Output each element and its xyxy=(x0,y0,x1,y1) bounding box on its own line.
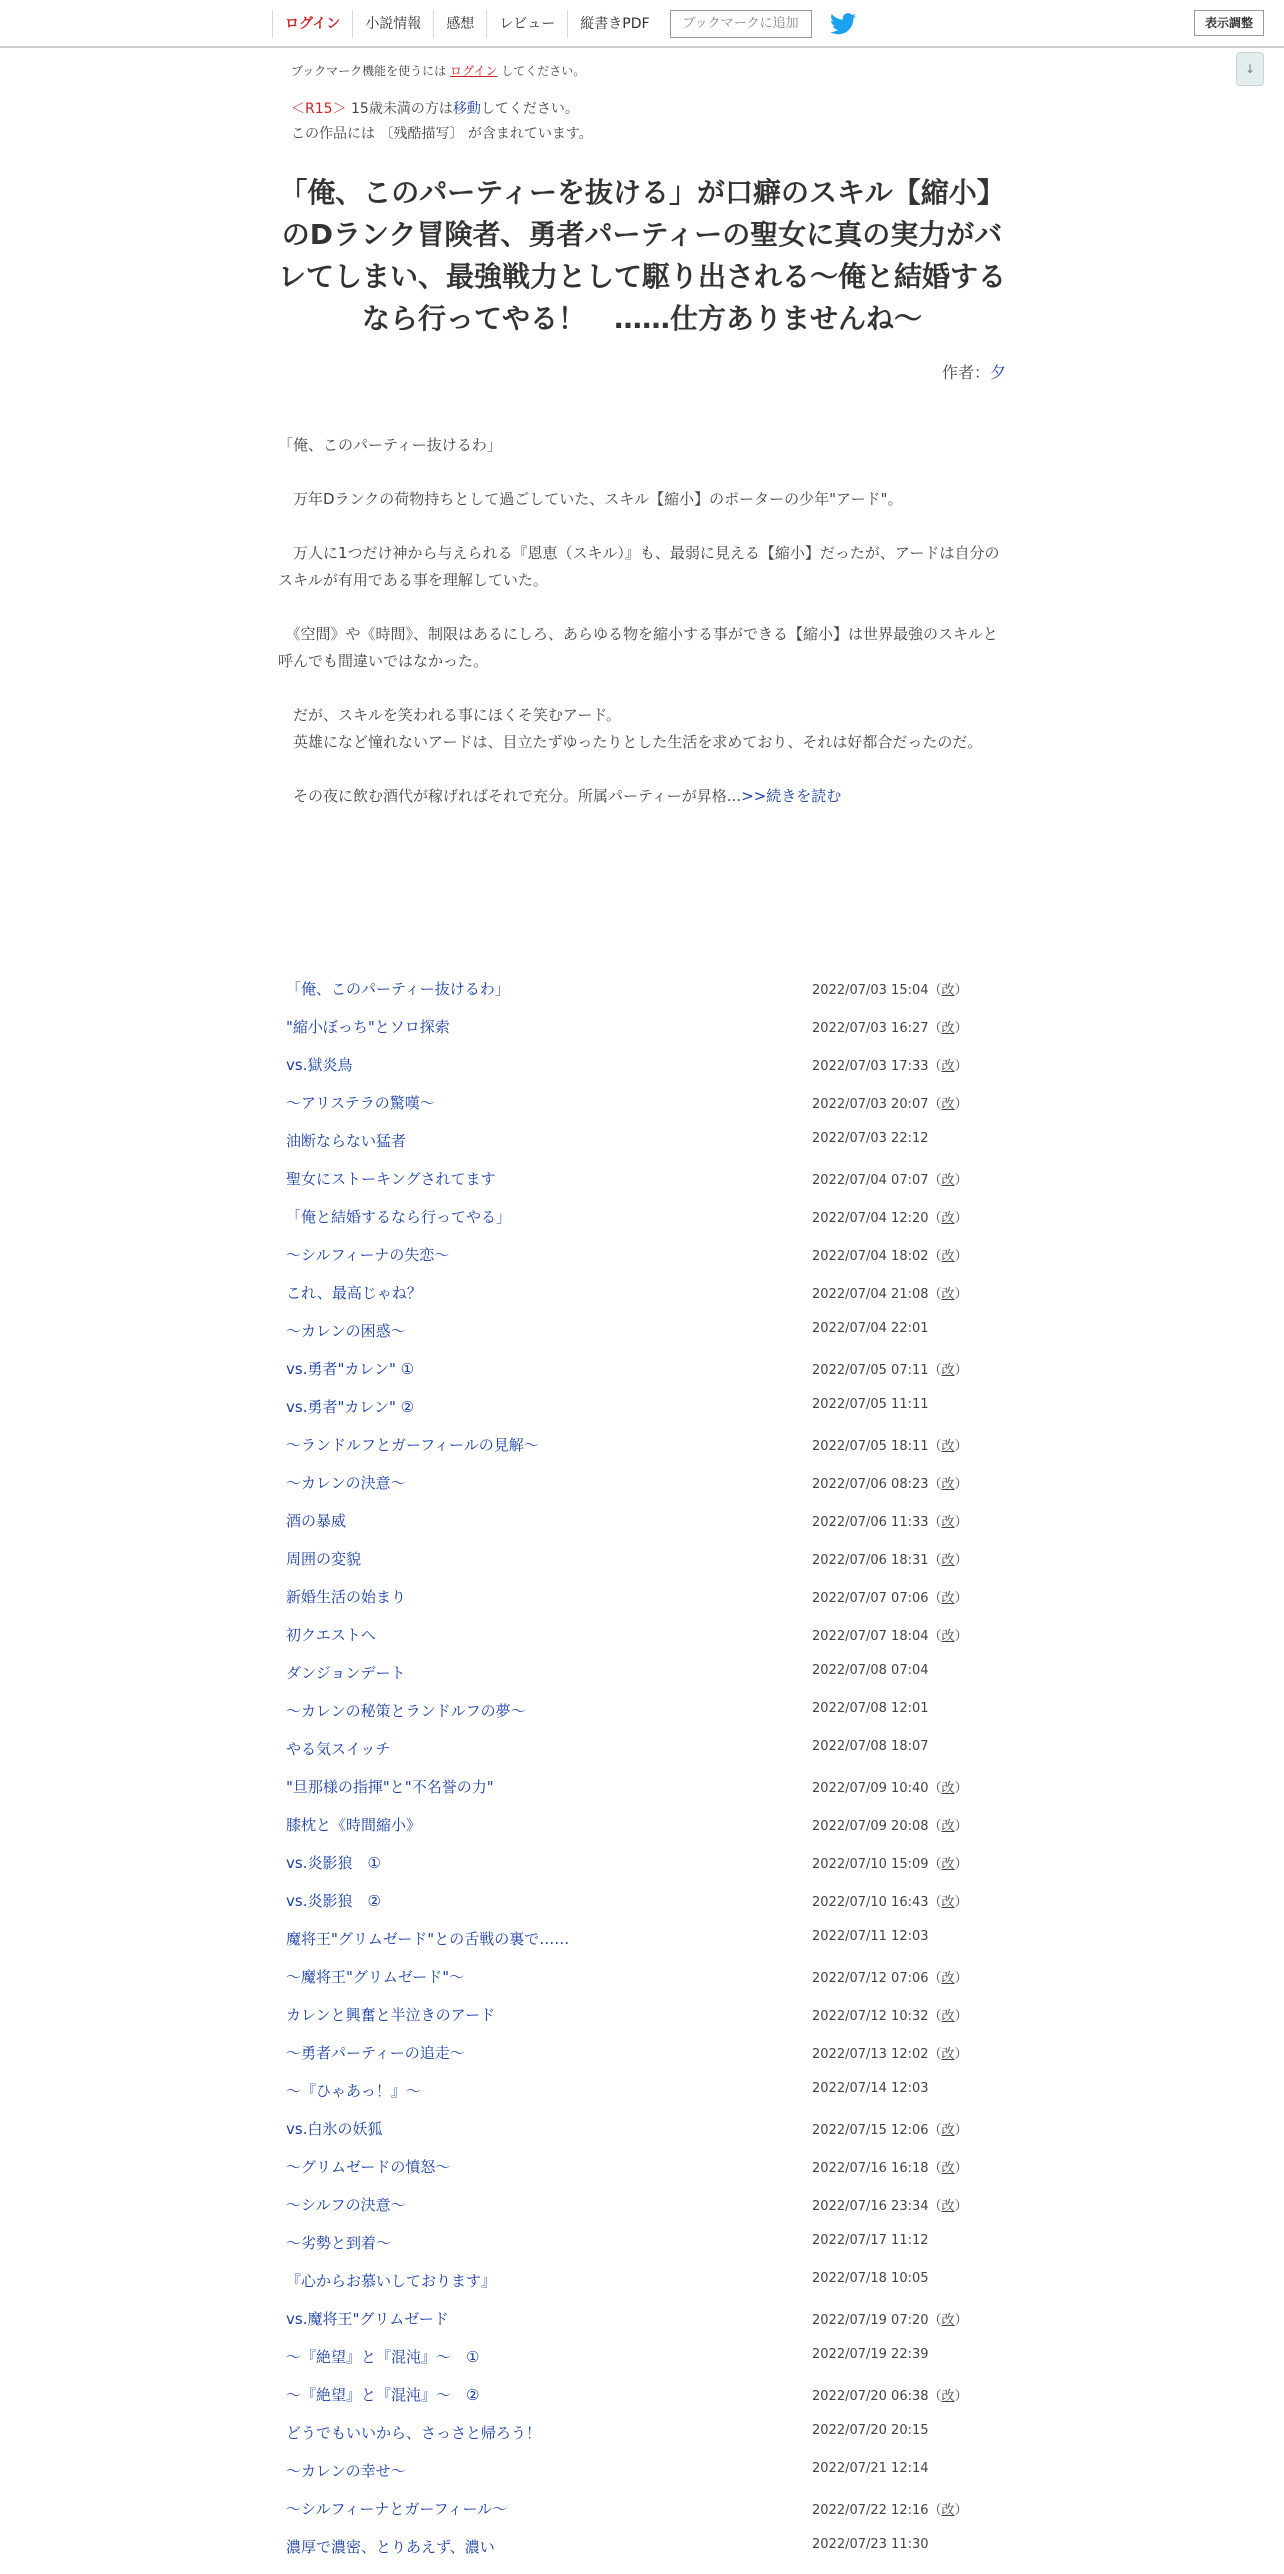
chapter-date: 2022/07/13 12:02（改） xyxy=(812,2047,968,2062)
chapter-row xyxy=(286,1548,1006,1586)
chapter-date-text: 2022/07/12 10:32 xyxy=(812,2009,929,2024)
chapter-date-text: 2022/07/12 07:06 xyxy=(812,1971,929,1986)
chapter-date-text: 2022/07/17 11:12 xyxy=(812,2233,929,2248)
chapter-row xyxy=(286,2536,1006,2574)
synopsis-paragraph-last xyxy=(278,783,1008,810)
chapter-row xyxy=(286,2346,1006,2384)
bookmark-notice-suffix: してください。 xyxy=(501,64,586,78)
chapter-date-text: 2022/07/09 10:40 xyxy=(812,1781,929,1796)
display-settings-button[interactable]: 表示調整 xyxy=(1194,10,1264,36)
chapter-date-text: 2022/07/11 12:03 xyxy=(812,1929,929,1944)
chapter-date xyxy=(812,1701,929,1716)
novel-title: 「俺、このパーティーを抜ける」が口癖のスキル【縮小】のDランク冒険者、勇者パーティーの聖女に真の実力がバレてしまい、最強戦力として駆り出される〜俺と結婚するなら行ってやる！ ……仕方ありませんね〜 xyxy=(277,176,1006,335)
nav-novel-info[interactable]: 小説情報 xyxy=(352,10,433,38)
r15-notice xyxy=(291,98,579,118)
chapter-row xyxy=(286,1662,1006,1700)
chapter-revised-link[interactable]: 改 xyxy=(941,1553,955,1568)
nav-login[interactable]: ログイン xyxy=(272,10,352,38)
chapter-title-link[interactable]: 魔将王"グリムゼード"との舌戦の裏で…… xyxy=(286,1930,570,1948)
read-more-link[interactable]: >>続きを読む xyxy=(741,787,842,805)
chapter-row xyxy=(286,1472,1006,1510)
synopsis-paragraph: だが、スキルを笑われる事にほくそ笑むアード。 英雄になど憧れないアードは、目立たずゆったりとした生活を求めており、それは好都合だったのだ。 xyxy=(293,706,983,751)
chapter-date: 2022/07/05 07:11（改） xyxy=(812,1363,968,1378)
nav-review[interactable]: レビュー xyxy=(486,10,567,38)
chapter-date: 2022/07/09 10:40（改） xyxy=(812,1781,968,1796)
chapter-revised-link[interactable]: 改 xyxy=(941,2161,955,2176)
chapter-row xyxy=(286,1586,1006,1624)
chapter-title-link[interactable]: やる気スイッチ xyxy=(286,1740,391,1758)
chapter-revised-link[interactable]: 改 xyxy=(941,1287,955,1302)
chapter-row xyxy=(286,1054,1006,1092)
chapter-row xyxy=(286,2194,1006,2232)
chapter-revised-link[interactable]: 改 xyxy=(941,1477,955,1492)
chapter-revised-link[interactable]: 改 xyxy=(941,983,955,998)
chapter-title-link[interactable]: 油断ならない猛者 xyxy=(286,1132,407,1150)
chapter-date-text: 2022/07/08 07:04 xyxy=(812,1663,929,1678)
chapter-date: 2022/07/03 20:07（改） xyxy=(812,1097,968,1112)
chapter-date: 2022/07/06 18:31（改） xyxy=(812,1553,968,1568)
chapter-title-link[interactable]: 『心からお慕いしております』 xyxy=(286,2272,497,2290)
chapter-title-link[interactable]: vs.勇者"カレン" ① xyxy=(286,1360,415,1378)
chapter-date xyxy=(812,1397,929,1412)
chapter-row xyxy=(286,1282,1006,1320)
chapter-date-text: 2022/07/03 16:27 xyxy=(812,1021,929,1036)
r15-text-end: してください。 xyxy=(480,101,579,117)
chapter-date xyxy=(812,2233,929,2248)
chapter-row xyxy=(286,2460,1006,2498)
chapter-row xyxy=(286,1776,1006,1814)
chapter-title-link[interactable]: vs.白氷の妖狐 xyxy=(286,2120,383,2138)
author-link[interactable]: 夕 xyxy=(989,363,1006,382)
chapter-row xyxy=(286,2384,1006,2422)
chapter-revised-link[interactable]: 改 xyxy=(941,1515,955,1530)
synopsis-paragraph: 《空間》や《時間》、制限はあるにしろ、あらゆる物を縮小する事ができる【縮小】は世界最強のスキルと呼んでも間違いではなかった。 xyxy=(278,625,998,670)
chapter-date-text: 2022/07/16 16:18 xyxy=(812,2161,929,2176)
chapter-title-link[interactable]: vs.炎影狼 ② xyxy=(286,1892,381,1910)
chapter-date-text: 2022/07/20 06:38 xyxy=(812,2389,929,2404)
chapter-date-text: 2022/07/06 08:23 xyxy=(812,1477,929,1492)
chapter-revised-link[interactable]: 改 xyxy=(941,2313,955,2328)
bookmark-notice-prefix: ブックマーク機能を使うには xyxy=(291,64,447,78)
chapter-date: 2022/07/16 23:34（改） xyxy=(812,2199,968,2214)
chapter-revised-link[interactable]: 改 xyxy=(941,1249,955,1264)
chapter-title-link[interactable]: 〜『絶望』と『混沌』〜 ① xyxy=(286,2348,480,2366)
chapter-title-link[interactable]: 〜シルフィーナとガーフィール〜 xyxy=(286,2500,508,2518)
chapter-date: 2022/07/03 17:33（改） xyxy=(812,1059,968,1074)
bookmark-login-link[interactable]: ログイン xyxy=(450,64,498,78)
chapter-date xyxy=(812,2271,929,2286)
chapter-row xyxy=(286,1016,1006,1054)
chapter-date-text: 2022/07/13 12:02 xyxy=(812,2047,929,2062)
chapter-revised-link[interactable]: 改 xyxy=(941,1971,955,1986)
chapter-title-link[interactable]: 聖女にストーキングされてます xyxy=(286,1170,496,1188)
chapter-title-link[interactable]: 「俺、このパーティー抜けるわ」 xyxy=(286,980,510,998)
chapter-date-text: 2022/07/21 12:14 xyxy=(812,2461,929,2476)
chapter-date-text: 2022/07/19 07:20 xyxy=(812,2313,929,2328)
chapter-title-link[interactable]: 〜カレンの決意〜 xyxy=(286,1474,406,1492)
chapter-date: 2022/07/04 12:20（改） xyxy=(812,1211,968,1226)
chapter-date-text: 2022/07/15 12:06 xyxy=(812,2123,929,2138)
chapter-date-text: 2022/07/16 23:34 xyxy=(812,2199,929,2214)
chapter-row xyxy=(286,1168,1006,1206)
chapter-date-text: 2022/07/18 10:05 xyxy=(812,2271,929,2286)
chapter-title-link[interactable]: 〜ランドルフとガーフィールの見解〜 xyxy=(286,1436,539,1454)
chapter-date xyxy=(812,2347,929,2362)
chapter-date: 2022/07/04 18:02（改） xyxy=(812,1249,968,1264)
chapter-row xyxy=(286,1130,1006,1168)
chapter-date-text: 2022/07/08 18:07 xyxy=(812,1739,929,1754)
chapter-title-link[interactable]: vs.勇者"カレン" ② xyxy=(286,1398,415,1416)
chapter-title-link[interactable]: 〜アリステラの驚嘆〜 xyxy=(286,1094,435,1112)
chapter-title-link[interactable]: vs.炎影狼 ① xyxy=(286,1854,381,1872)
synopsis-text: その夜に飲む酒代が稼げればそれで充分。所属パーティーが昇格... xyxy=(278,787,742,805)
chapter-date xyxy=(812,1131,929,1146)
chapter-title-link[interactable]: 〜カレンの幸せ〜 xyxy=(286,2462,406,2480)
synopsis-paragraph: 万人に1つだけ神から与えられる『恩恵（スキル）』も、最弱に見える【縮小】だったが、アードは自分のスキルが有用である事を理解していた。 xyxy=(278,544,1000,589)
chapter-date-text: 2022/07/10 15:09 xyxy=(812,1857,929,1872)
chapter-revised-link[interactable]: 改 xyxy=(941,1629,955,1644)
chapter-date-text: 2022/07/04 21:08 xyxy=(812,1287,929,1302)
chapter-date-text: 2022/07/06 18:31 xyxy=(812,1553,929,1568)
chapter-row xyxy=(286,1320,1006,1358)
chapter-date xyxy=(812,1321,929,1336)
chapter-row xyxy=(286,2498,1006,2536)
chapter-row xyxy=(286,1700,1006,1738)
chapter-row xyxy=(286,2270,1006,2308)
chapter-date: 2022/07/06 11:33（改） xyxy=(812,1515,968,1530)
chapter-date-text: 2022/07/06 11:33 xyxy=(812,1515,929,1530)
chapter-date: 2022/07/07 18:04（改） xyxy=(812,1629,968,1644)
nav-impressions[interactable]: 感想 xyxy=(433,10,486,38)
chapter-date-text: 2022/07/03 22:12 xyxy=(812,1131,929,1146)
synopsis-paragraph: 「俺、このパーティー抜けるわ」 xyxy=(278,436,502,454)
chapter-title-link[interactable]: "縮小ぼっち"とソロ探索 xyxy=(286,1018,450,1036)
chapter-title-link[interactable]: 初クエストへ xyxy=(286,1626,376,1644)
chapter-revised-link[interactable]: 改 xyxy=(941,1857,955,1872)
chapter-title-link[interactable]: 〜『絶望』と『混沌』〜 ② xyxy=(286,2386,480,2404)
chapter-date: 2022/07/03 15:04（改） xyxy=(812,983,968,998)
chapter-row xyxy=(286,1814,1006,1852)
synopsis xyxy=(278,432,1008,837)
chapter-revised-link[interactable]: 改 xyxy=(941,2009,955,2024)
chapter-title-link[interactable]: vs.獄炎鳥 xyxy=(286,1056,353,1074)
chapter-date: 2022/07/22 12:16（改） xyxy=(812,2503,968,2518)
chapter-revised-link[interactable]: 改 xyxy=(941,2199,955,2214)
content-warning: この作品には 〔残酷描写〕 が含まれています。 xyxy=(291,126,593,142)
chapter-revised-link[interactable]: 改 xyxy=(941,1021,955,1036)
chapter-revised-link[interactable]: 改 xyxy=(941,1211,955,1226)
chapter-date-text: 2022/07/14 12:03 xyxy=(812,2081,929,2096)
chapter-title-link[interactable]: 新婚生活の始まり xyxy=(286,1588,407,1606)
author-line xyxy=(942,360,1006,383)
chapter-title-link[interactable]: vs.魔将王"グリムゼード xyxy=(286,2310,449,2328)
chapter-title-link[interactable]: 周囲の変貌 xyxy=(286,1550,362,1568)
chapter-title-link[interactable]: 「俺と結婚するなら行ってやる」 xyxy=(286,1208,512,1226)
chapter-row xyxy=(286,978,1006,1016)
twitter-icon[interactable] xyxy=(830,13,856,35)
chapter-row xyxy=(286,1928,1006,1966)
chapter-row xyxy=(286,2232,1006,2270)
chapter-date-text: 2022/07/20 20:15 xyxy=(812,2423,929,2438)
chapter-title-link[interactable]: 膝枕と《時間縮小》 xyxy=(286,1816,422,1834)
chapter-row xyxy=(286,2422,1006,2460)
chapter-revised-link[interactable]: 改 xyxy=(941,2123,955,2138)
chapter-revised-link[interactable]: 改 xyxy=(941,1591,955,1606)
chapter-date xyxy=(812,2081,929,2096)
chapter-date-text: 2022/07/07 18:04 xyxy=(812,1629,929,1644)
chapter-date-text: 2022/07/04 12:20 xyxy=(812,1211,929,1226)
chapter-date xyxy=(812,2461,929,2476)
chapter-date: 2022/07/20 06:38（改） xyxy=(812,2389,968,2404)
chapter-revised-link[interactable]: 改 xyxy=(941,1173,955,1188)
add-bookmark-button[interactable]: ブックマークに追加 xyxy=(670,10,812,38)
chapter-date: 2022/07/15 12:06（改） xyxy=(812,2123,968,2138)
chapter-title-link[interactable]: "旦那様の指揮"と"不名誉の力" xyxy=(286,1778,494,1796)
chapter-title-link[interactable]: 〜シルフの決意〜 xyxy=(286,2196,406,2214)
chapter-title-link[interactable]: カレンと興奮と半泣きのアード xyxy=(286,2006,496,2024)
author-label: 作者： xyxy=(941,363,990,382)
chapter-date-text: 2022/07/23 11:30 xyxy=(812,2537,929,2552)
chapter-date: 2022/07/16 16:18（改） xyxy=(812,2161,968,2176)
chapter-row xyxy=(286,2004,1006,2042)
chapter-revised-link[interactable]: 改 xyxy=(941,2047,955,2062)
chapter-title-link[interactable]: 〜劣勢と到着〜 xyxy=(286,2234,392,2252)
chapter-revised-link[interactable]: 改 xyxy=(941,2389,955,2404)
chapter-date: 2022/07/10 16:43（改） xyxy=(812,1895,968,1910)
chapter-date-text: 2022/07/03 17:33 xyxy=(812,1059,929,1074)
top-nav xyxy=(272,10,856,38)
chapter-title-link[interactable]: 〜カレンの秘策とランドルフの夢〜 xyxy=(286,1702,526,1720)
chapter-title-link[interactable]: 濃厚で濃密、とりあえず、濃い xyxy=(286,2538,495,2556)
chapter-row xyxy=(286,2080,1006,2118)
chapter-revised-link[interactable]: 改 xyxy=(941,1363,955,1378)
r15-tag: ＜R15＞ xyxy=(291,101,347,117)
chapter-title-link[interactable]: 〜魔将王"グリムゼード"〜 xyxy=(286,1968,465,1986)
chapter-row xyxy=(286,1206,1006,1244)
chapter-date-text: 2022/07/19 22:39 xyxy=(812,2347,929,2362)
synopsis-paragraph: 万年Dランクの荷物持ちとして過ごしていた、スキル【縮小】のポーターの少年"アード"。 xyxy=(278,490,903,508)
chapter-title-link[interactable]: 〜『ひゃあっ！』〜 xyxy=(286,2082,421,2100)
chapter-row xyxy=(286,1434,1006,1472)
chapter-row xyxy=(286,1890,1006,1928)
chapter-date: 2022/07/03 16:27（改） xyxy=(812,1021,968,1036)
chapter-date-text: 2022/07/03 15:04 xyxy=(812,983,929,998)
chapter-date xyxy=(812,1663,929,1678)
chapter-revised-link[interactable]: 改 xyxy=(941,1439,955,1454)
scroll-down-button[interactable]: ↓ xyxy=(1236,52,1264,86)
bookmark-notice xyxy=(291,62,585,79)
chapter-date: 2022/07/04 07:07（改） xyxy=(812,1173,968,1188)
chapter-date: 2022/07/06 08:23（改） xyxy=(812,1477,968,1492)
r15-move-link[interactable]: 移動 xyxy=(452,101,481,117)
chapter-row xyxy=(286,1092,1006,1130)
chapter-row xyxy=(286,2308,1006,2346)
chapter-row xyxy=(286,2118,1006,2156)
top-bar xyxy=(0,0,1284,48)
r15-text: 15歳未満の方は xyxy=(351,101,453,117)
chapter-row xyxy=(286,1244,1006,1282)
chapter-row xyxy=(286,1510,1006,1548)
chapter-date xyxy=(812,1929,929,1944)
chapter-row xyxy=(286,2156,1006,2194)
chapter-date: 2022/07/12 10:32（改） xyxy=(812,2009,968,2024)
chapter-revised-link[interactable]: 改 xyxy=(941,1819,955,1834)
chapter-date-text: 2022/07/08 12:01 xyxy=(812,1701,929,1716)
chapter-title-link[interactable]: 〜グリムゼードの憤怒〜 xyxy=(286,2158,451,2176)
chapter-row xyxy=(286,1738,1006,1776)
chapter-date: 2022/07/04 21:08（改） xyxy=(812,1287,968,1302)
chapter-date-text: 2022/07/03 20:07 xyxy=(812,1097,929,1112)
chapter-date: 2022/07/19 07:20（改） xyxy=(812,2313,968,2328)
chapter-revised-link[interactable]: 改 xyxy=(941,1059,955,1074)
chapter-list xyxy=(286,978,1006,2574)
chapter-row xyxy=(286,1852,1006,1890)
chapter-title-link[interactable]: 酒の暴威 xyxy=(286,1512,347,1530)
chapter-title-link[interactable]: 〜勇者パーティーの追走〜 xyxy=(286,2044,465,2062)
nav-pdf[interactable]: 縦書きPDF xyxy=(567,10,661,38)
chapter-row xyxy=(286,1358,1006,1396)
chapter-revised-link[interactable]: 改 xyxy=(941,2503,955,2518)
chapter-revised-link[interactable]: 改 xyxy=(941,1097,955,1112)
chapter-row xyxy=(286,1396,1006,1434)
chapter-date xyxy=(812,1739,929,1754)
chapter-date-text: 2022/07/05 11:11 xyxy=(812,1397,929,1412)
chapter-date-text: 2022/07/10 16:43 xyxy=(812,1895,929,1910)
chapter-date: 2022/07/05 18:11（改） xyxy=(812,1439,968,1454)
chapter-row xyxy=(286,1966,1006,2004)
chapter-row xyxy=(286,2042,1006,2080)
chapter-title-link[interactable]: ダンジョンデート xyxy=(286,1664,406,1682)
chapter-date-text: 2022/07/05 07:11 xyxy=(812,1363,929,1378)
chapter-title-link[interactable]: どうでもいいから、さっさと帰ろう！ xyxy=(286,2424,542,2442)
chapter-date-text: 2022/07/07 07:06 xyxy=(812,1591,929,1606)
chapter-row xyxy=(286,1624,1006,1662)
chapter-date-text: 2022/07/22 12:16 xyxy=(812,2503,929,2518)
chapter-date: 2022/07/10 15:09（改） xyxy=(812,1857,968,1872)
chapter-title-link[interactable]: 〜シルフィーナの失恋〜 xyxy=(286,1246,450,1264)
chapter-date: 2022/07/07 07:06（改） xyxy=(812,1591,968,1606)
chapter-title-link[interactable]: これ、最高じゃね？ xyxy=(286,1284,422,1302)
chapter-date-text: 2022/07/04 22:01 xyxy=(812,1321,929,1336)
chapter-date xyxy=(812,2423,929,2438)
chapter-revised-link[interactable]: 改 xyxy=(941,1781,955,1796)
chapter-date: 2022/07/12 07:06（改） xyxy=(812,1971,968,1986)
chapter-date-text: 2022/07/05 18:11 xyxy=(812,1439,929,1454)
chapter-date-text: 2022/07/09 20:08 xyxy=(812,1819,929,1834)
chapter-date: 2022/07/09 20:08（改） xyxy=(812,1819,968,1834)
chapter-date xyxy=(812,2537,929,2552)
chapter-date-text: 2022/07/04 07:07 xyxy=(812,1173,929,1188)
chapter-revised-link[interactable]: 改 xyxy=(941,1895,955,1910)
chapter-date-text: 2022/07/04 18:02 xyxy=(812,1249,929,1264)
chapter-title-link[interactable]: 〜カレンの困惑〜 xyxy=(286,1322,406,1340)
